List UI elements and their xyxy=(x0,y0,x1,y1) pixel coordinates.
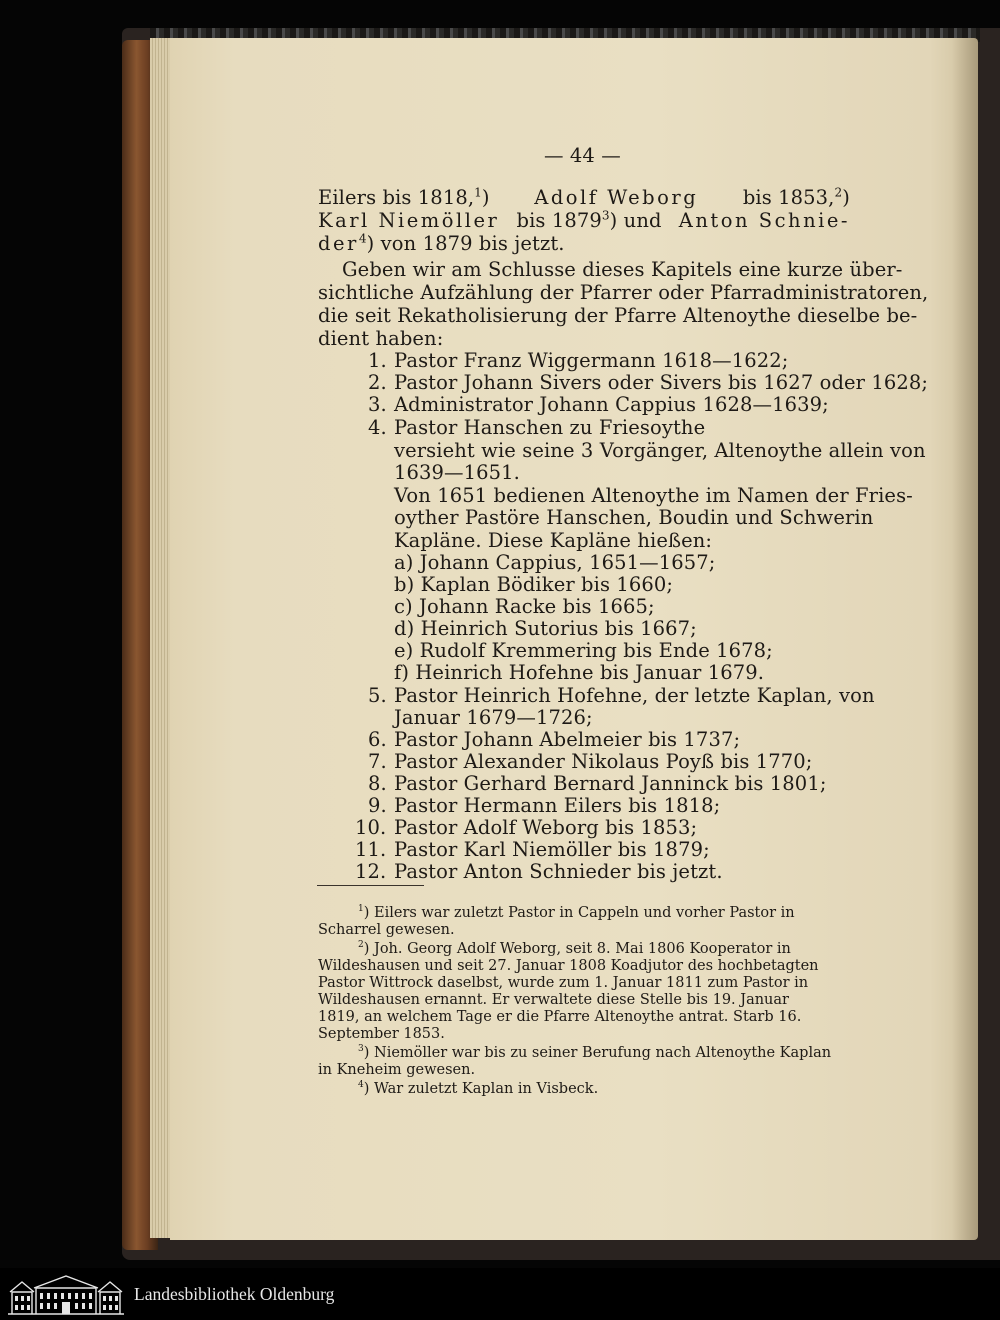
list-item: Pastor Hanschen zu Friesoythe xyxy=(394,416,706,439)
text-line-2: Karl Niemöller bis 1879$^3$) und Anton Schnie- xyxy=(318,208,850,232)
paragraph-line: Geben wir am Schlusse dieses Kapitels eine kurze über- xyxy=(342,258,903,281)
list-number: 2. xyxy=(368,371,387,394)
sublist-item: b) Kaplan Bödiker bis 1660; xyxy=(394,573,674,596)
footnote-line: in Kneheim gewesen. xyxy=(318,1062,476,1078)
page-number: — 44 — xyxy=(544,144,621,167)
list-number: 3. xyxy=(368,393,387,416)
footnote-divider xyxy=(317,885,424,886)
footnote-4: $^4$) War zuletzt Kaplan in Visbeck. xyxy=(358,1080,599,1097)
list-number: 6. xyxy=(368,728,387,751)
footnote-line: September 1853. xyxy=(318,1026,445,1042)
sublist-item: a) Johann Cappius, 1651—1657; xyxy=(394,551,716,574)
list-item-continuation: versieht wie seine 3 Vorgänger, Altenoythe allein von xyxy=(394,439,926,462)
list-item: Pastor Anton Schnieder bis jetzt. xyxy=(394,860,723,883)
footnote-1: $^1$) Eilers war zuletzt Pastor in Cappeln und vorher Pastor in xyxy=(358,904,795,921)
list-number: 10. xyxy=(355,816,387,839)
list-number: 12. xyxy=(355,860,387,883)
list-item-continuation: oyther Pastöre Hanschen, Boudin und Schwerin xyxy=(394,506,874,529)
list-item: Pastor Gerhard Bernard Janninck bis 1801; xyxy=(394,772,827,795)
list-item-continuation: Kapläne. Diese Kapläne hießen: xyxy=(394,529,713,552)
text-line-1: Eilers bis 1818,$^1$) Adolf Weborg bis 1853,$^2$) xyxy=(318,185,850,209)
list-number: 1. xyxy=(368,349,387,372)
list-item: Pastor Adolf Weborg bis 1853; xyxy=(394,816,698,839)
list-number: 9. xyxy=(368,794,387,817)
list-item: Pastor Hermann Eilers bis 1818; xyxy=(394,794,721,817)
list-item: Pastor Alexander Nikolaus Poyß bis 1770; xyxy=(394,750,813,773)
library-building-icon xyxy=(6,1272,126,1316)
footnote-line: Wildeshausen ernannt. Er verwaltete diese Stelle bis 19. Januar xyxy=(318,992,789,1008)
list-item-continuation: 1639—1651. xyxy=(394,461,520,484)
list-item-continuation: Januar 1679—1726; xyxy=(394,706,593,729)
list-item: Administrator Johann Cappius 1628—1639; xyxy=(394,393,829,416)
list-number: 8. xyxy=(368,772,387,795)
text-line-3: der$^4$) von 1879 bis jetzt. xyxy=(318,231,565,255)
footnote-2: $^2$) Joh. Georg Adolf Weborg, seit 8. Mai 1806 Kooperator in xyxy=(358,940,791,957)
paragraph-line: die seit Rekatholisierung der Pfarre Altenoythe dieselbe be- xyxy=(318,304,918,327)
sublist-item: d) Heinrich Sutorius bis 1667; xyxy=(394,617,697,640)
list-number: 5. xyxy=(368,684,387,707)
footnote-line: Wildeshausen und seit 27. Januar 1808 Koadjutor des hochbetagten xyxy=(318,958,819,974)
list-number: 11. xyxy=(355,838,387,861)
footnote-line: Pastor Wittrock daselbst, wurde zum 1. Januar 1811 zum Pastor in xyxy=(318,975,809,991)
footer-label: Landesbibliothek Oldenburg xyxy=(134,1284,335,1304)
paragraph-line: sichtliche Aufzählung der Pfarrer oder Pfarradministratoren, xyxy=(318,281,929,304)
list-number: 7. xyxy=(368,750,387,773)
paragraph-line: dient haben: xyxy=(318,327,444,350)
sublist-item: c) Johann Racke bis 1665; xyxy=(394,595,655,618)
list-item: Pastor Karl Niemöller bis 1879; xyxy=(394,838,710,861)
footnote-line: Scharrel gewesen. xyxy=(318,922,455,938)
list-number: 4. xyxy=(368,416,387,439)
list-item: Pastor Johann Abelmeier bis 1737; xyxy=(394,728,741,751)
list-item: Pastor Heinrich Hofehne, der letzte Kaplan, von xyxy=(394,684,875,707)
list-item-continuation: Von 1651 bedienen Altenoythe im Namen der Fries- xyxy=(394,484,913,507)
sublist-item: f) Heinrich Hofehne bis Januar 1679. xyxy=(394,661,765,684)
footnote-3: $^3$) Niemöller war bis zu seiner Berufung nach Altenoythe Kaplan xyxy=(358,1044,832,1061)
list-item: Pastor Franz Wiggermann 1618—1622; xyxy=(394,349,789,372)
sublist-item: e) Rudolf Kremmering bis Ende 1678; xyxy=(394,639,773,662)
list-item: Pastor Johann Sivers oder Sivers bis 1627 oder 1628; xyxy=(394,371,929,394)
footnote-line: 1819, an welchem Tage er die Pfarre Altenoythe antrat. Starb 16. xyxy=(318,1009,802,1025)
